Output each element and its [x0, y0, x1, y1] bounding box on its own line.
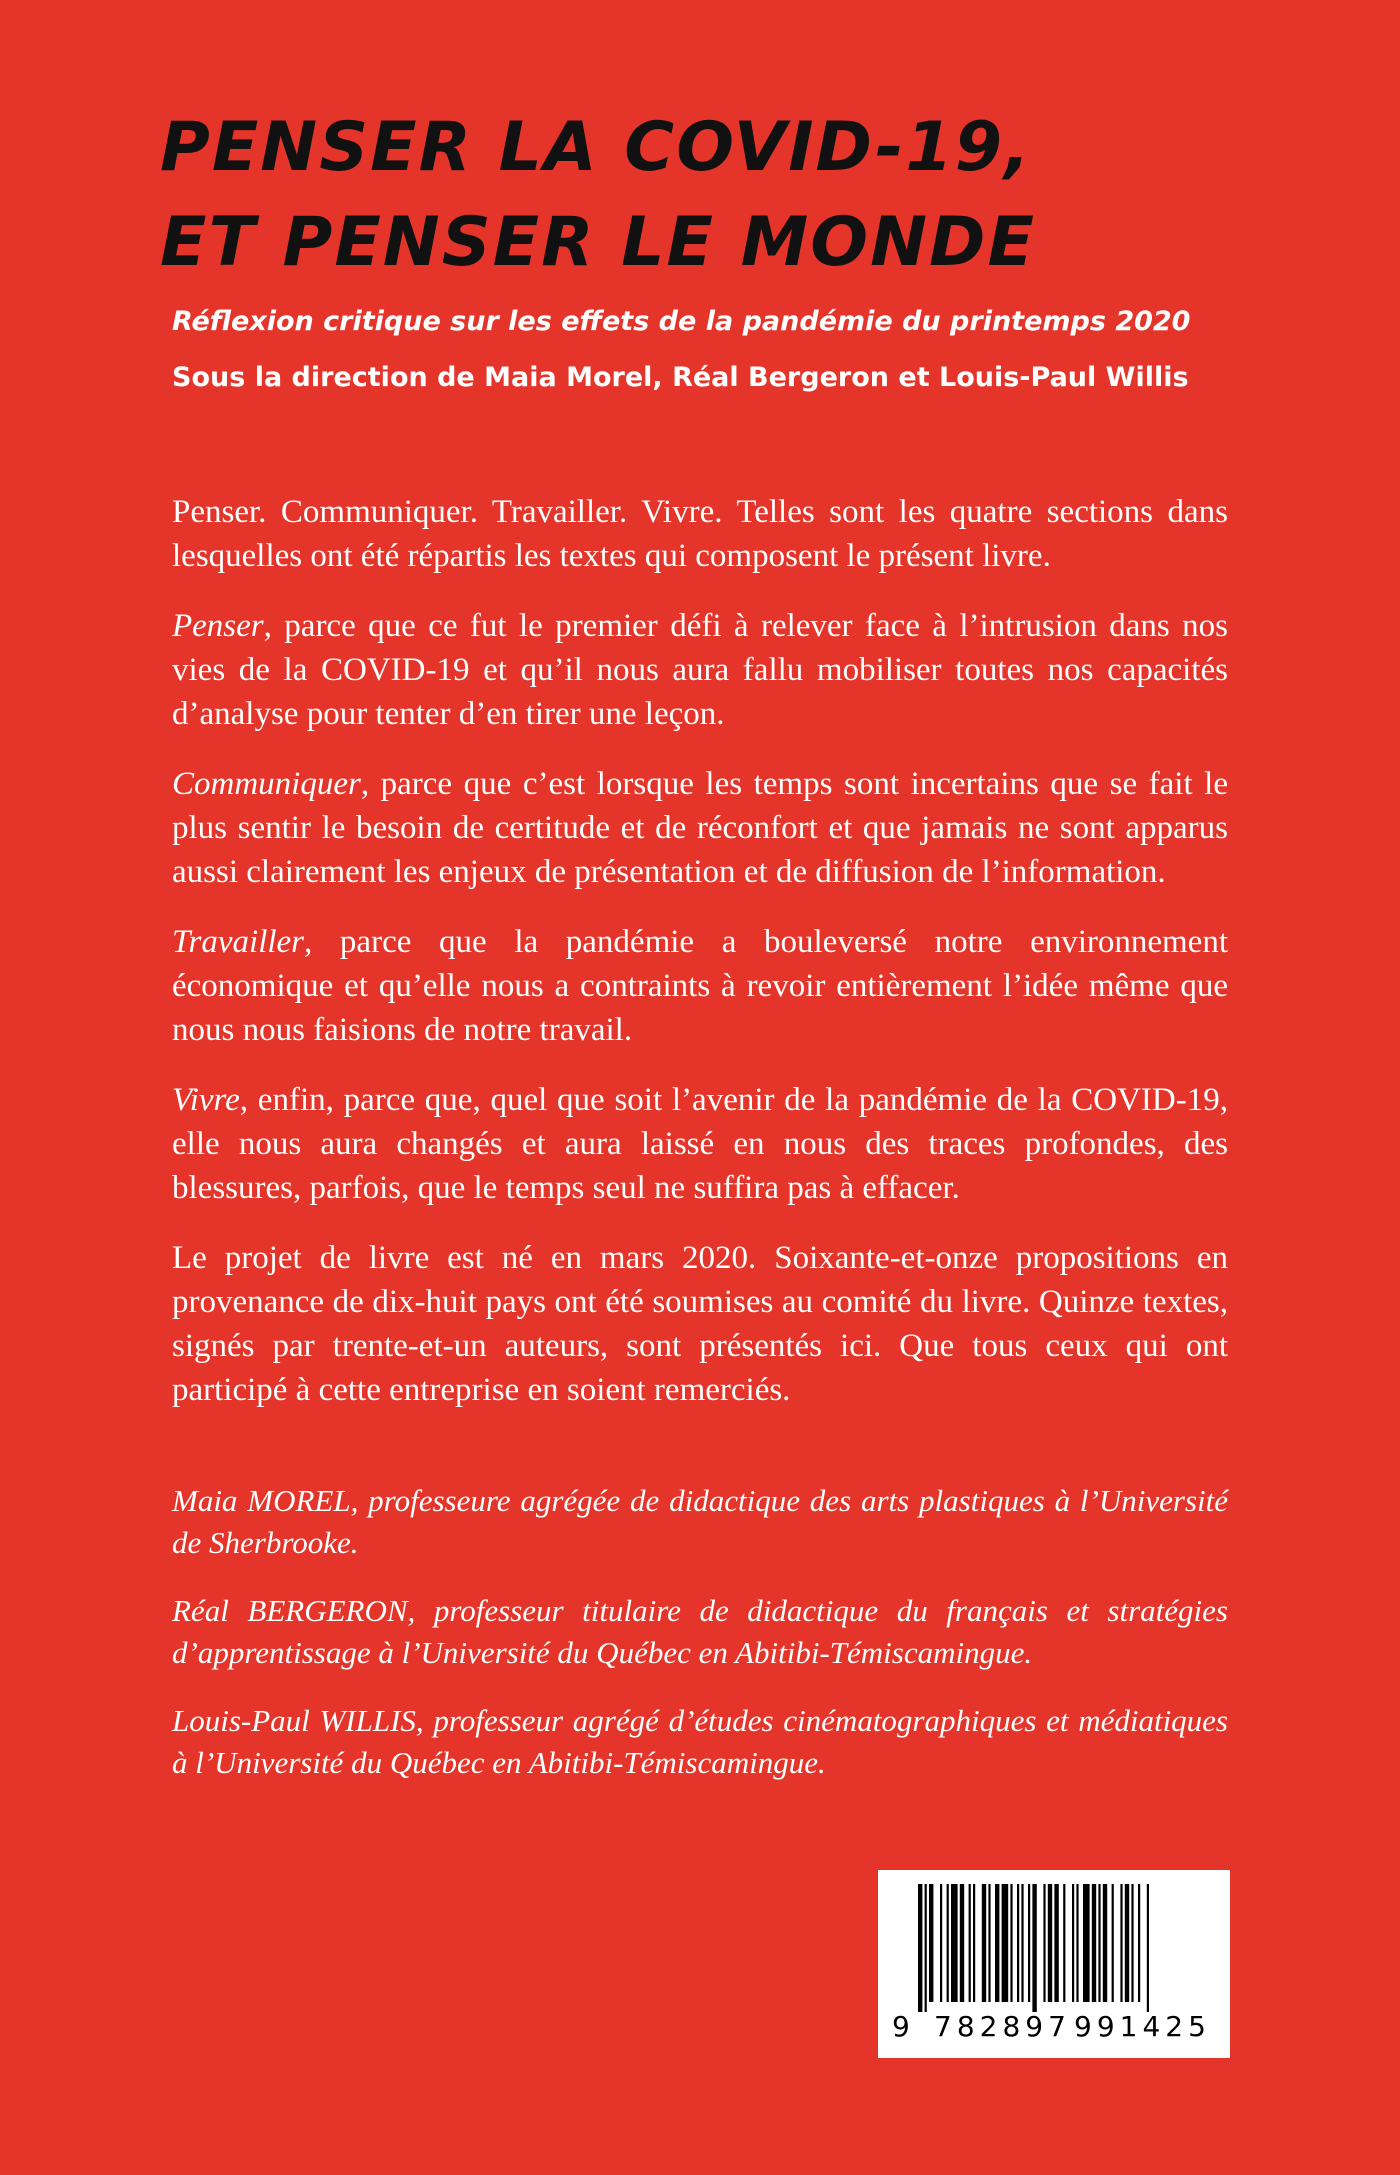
barcode-bar — [940, 1884, 942, 2002]
isbn-left-group: 782897 — [934, 2010, 1071, 2043]
barcode-bar — [951, 1884, 958, 2002]
barcode-bar — [1048, 1884, 1052, 2002]
paragraph-vivre — [172, 1078, 1228, 1210]
barcode-bar — [960, 1884, 964, 2002]
barcode-bar — [982, 1884, 986, 2002]
bio-louis-paul-willis: Louis-Paul WILLIS, professeur agrégé d’études cinématographiques et médiatiques à l’Université du Québec en Abitibi-Témiscamingue. — [172, 1703, 1228, 1780]
paragraph-penser — [172, 604, 1228, 736]
section-word-travailler: Travailler — [172, 924, 305, 960]
isbn-barcode — [878, 1870, 1230, 2058]
isbn-right-group: 991425 — [1074, 2010, 1211, 2043]
book-title-line-2: ET PENSER LE MONDE — [160, 203, 1036, 282]
barcode-bar — [1112, 1884, 1114, 2002]
barcode-bar — [1028, 1884, 1030, 2002]
section-word-penser: Penser — [172, 608, 264, 644]
barcode-bar — [1083, 1884, 1090, 2002]
editor-bios — [172, 1480, 1228, 1810]
barcode-bar — [925, 1884, 927, 2012]
barcode-bar — [1138, 1884, 1140, 2002]
barcode-bar — [1063, 1884, 1065, 2002]
section-word-communiquer: Communiquer — [172, 766, 361, 802]
barcode-bar — [1054, 1884, 1058, 2002]
barcode-bar — [918, 1884, 922, 2012]
section-word-vivre: Vivre — [172, 1082, 240, 1118]
book-editors: Sous la direction de Maia Morel, Réal Bergeron et Louis-Paul Willis — [172, 362, 1189, 393]
bio-real-bergeron: Réal BERGERON, professeur titulaire de didactique du français et stratégies d’apprentissage à l’Université du Québec en Abitibi-Témiscamingue. — [172, 1593, 1228, 1670]
barcode-bar — [969, 1884, 971, 2002]
paragraph-travailler — [172, 920, 1228, 1052]
barcode-bar — [973, 1884, 975, 2002]
paragraph-communiquer-text: , parce que c’est lorsque les temps sont incertains que se fait le plus sentir le besoin de certitude et de réconfort et que jamais ne sont apparus aussi clairement les enjeux de présentation et de diffusion de l’information. — [172, 766, 1228, 890]
isbn-lead-digit: 9 — [892, 2010, 910, 2043]
paragraph-intro: Penser. Communiquer. Travailler. Vivre. Telles sont les quatre sections dans lesquelles ont été répartis les textes qui composent le présent livre. — [172, 494, 1228, 574]
paragraph-communiquer — [172, 762, 1228, 894]
barcode-bar — [1098, 1884, 1100, 2002]
book-subtitle: Réflexion critique sur les effets de la pandémie du printemps 2020 — [172, 306, 1191, 337]
barcode-bar — [1017, 1884, 1019, 2002]
barcode-bar — [929, 1884, 933, 2002]
barcode-bar — [988, 1884, 990, 2002]
book-title — [160, 100, 1260, 290]
barcode-bar — [1125, 1884, 1129, 2002]
isbn-number — [878, 2010, 1230, 2175]
barcode-bar — [1002, 1884, 1009, 2002]
barcode-bar — [947, 1884, 949, 2002]
book-title-line-1: PENSER LA COVID-19, — [160, 108, 1032, 187]
paragraph-travailler-text: , parce que la pandémie a bouleversé notre environnement économique et qu’elle nous a contraints à revoir entièrement l’idée même que nous nous faisions de notre travail. — [172, 924, 1228, 1048]
paragraph-projet: Le projet de livre est né en mars 2020. Soixante-et-onze propositions en provenance de dix-huit pays ont été soumises au comité du livre. Quinze textes, signés par trente-et-un auteurs, sont présentés ici. Que tous ceux qui ont participé à cette entreprise en soient remerciés. — [172, 1240, 1228, 1408]
barcode-bar — [995, 1884, 999, 2002]
barcode-bar — [1072, 1884, 1074, 2002]
barcode-bar — [1131, 1884, 1133, 2002]
barcode-bar — [1076, 1884, 1078, 2002]
barcode-bar — [1147, 1884, 1149, 2012]
paragraph-penser-text: , parce que ce fut le premier défi à relever face à l’intrusion dans nos vies de la COVID-19 et qu’il nous aura fallu mobiliser toutes nos capacités d’analyse pour tenter d’en tirer une leçon. — [172, 608, 1228, 732]
paragraph-vivre-text: , enfin, parce que, quel que soit l’avenir de la pandémie de la COVID-19, elle nous aura changés et aura laissé en nous des traces profondes, des blessures, parfois, que le temps seul ne suffira pas à effacer. — [172, 1082, 1228, 1206]
barcode-bar — [1010, 1884, 1012, 2002]
barcode-bar — [1103, 1884, 1107, 2002]
barcode-bar — [1021, 1884, 1023, 2002]
barcode-bar — [1032, 1884, 1036, 2012]
barcode-bar — [1043, 1884, 1045, 2002]
barcode-bar — [1120, 1884, 1122, 2002]
bio-maia-morel: Maia MOREL, professeure agrégée de didactique des arts plastiques à l’Université de Sherbrooke. — [172, 1483, 1228, 1560]
barcode-bar — [1092, 1884, 1096, 2002]
back-cover-blurb — [172, 490, 1228, 1438]
